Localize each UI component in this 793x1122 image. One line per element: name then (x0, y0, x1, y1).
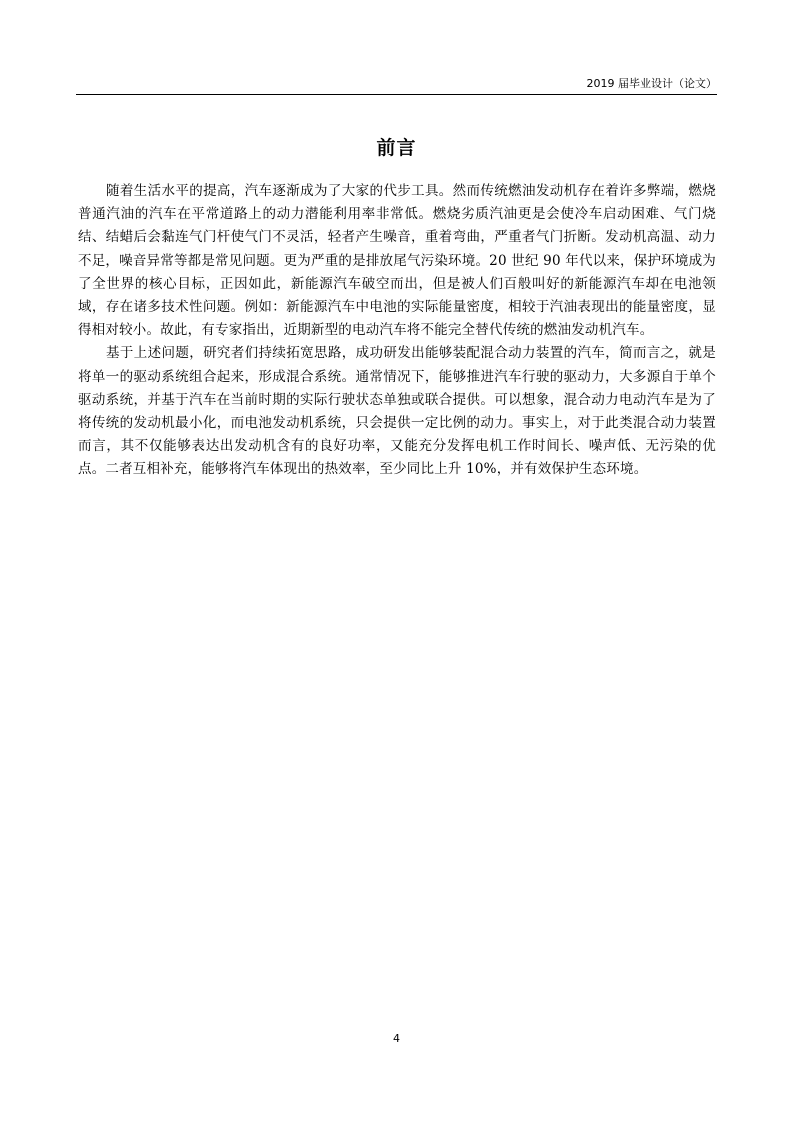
paragraph-2: 基于上述问题，研究者们持续拓宽思路，成功研发出能够装配混合动力装置的汽车，简而言之，就是将单一的驱动系统组合起来，形成混合系统。通常情况下，能够推进汽车行驶的驱动力，大多源自于单个驱动系统，并基于汽车在当前时期的实际行驶状态单独或联合提供。可以想象，混合动力电动汽车是为了将传统的发动机最小化，而电池发动机系统，只会提供一定比例的动力。事实上，对于此类混合动力装置而言，其不仅能够表达出发动机含有的良好功率，又能充分发挥电机工作时间长、噪声低、无污染的优点。二者互相补充，能够将汽车体现出的热效率，至少同比上升 10%，并有效保护生态环境。 (78, 345, 716, 478)
page-number: 4 (393, 1032, 400, 1045)
body-text (78, 180, 716, 482)
running-header: 2019 届毕业设计（论文） (586, 77, 717, 90)
paragraph-1: 随着生活水平的提高，汽车逐渐成为了大家的代步工具。然而传统燃油发动机存在着许多弊端，燃烧普通汽油的汽车在平常道路上的动力潜能利用率非常低。燃烧劣质汽油更是会使冷车启动困难、气门烧结、结蜡后会黏连气门杆使气门不灵活，轻者产生噪音，重着弯曲，严重者气门折断。发动机高温、动力不足，噪音异常等都是常见问题。更为严重的是排放尾气污染环境。20 世纪 90 年代以来，保护环境成为了全世界的核心目标，正因如此，新能源汽车破空而出，但是被人们百般叫好的新能源汽车却在电池领域，存在诸多技术性问题。例如：新能源汽车中电池的实际能量密度，相较于汽油表现出的能量密度，显得相对较小。故此，有专家指出，近期新型的电动汽车将不能完全替代传统的燃油发动机汽车。 (78, 183, 716, 339)
page-title: 前言 (376, 137, 417, 159)
header-rule (76, 94, 717, 95)
